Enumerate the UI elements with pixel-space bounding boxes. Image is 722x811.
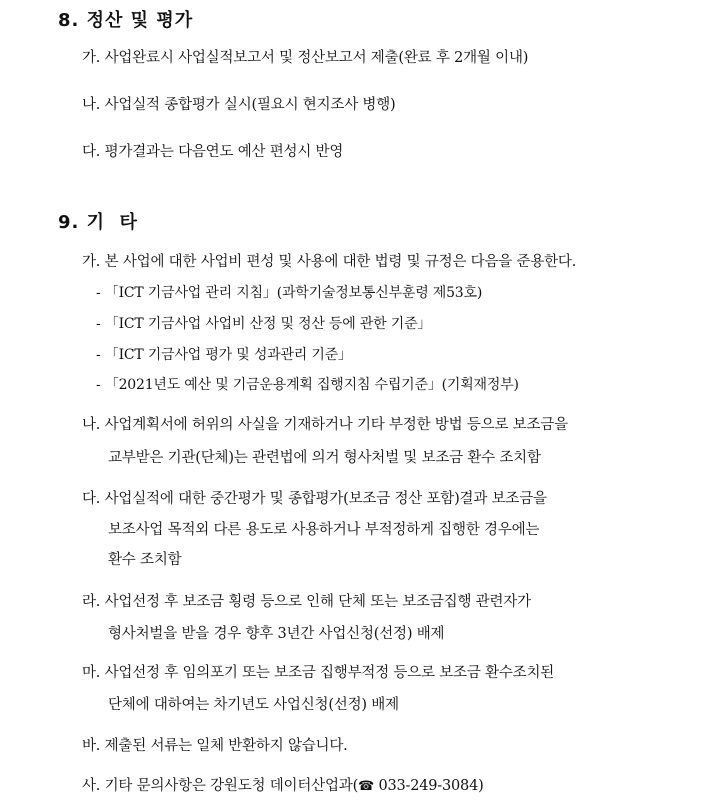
section-9-item-ma-line2: 단체에 대하여는 차기년도 사업신청(선정) 배제 xyxy=(108,697,399,713)
section-9-item-da-line1: 다. 사업실적에 대한 중간평가 및 종합평가(보조금 정산 포함)결과 보조금을 xyxy=(82,491,547,507)
regulation-item: - 「ICT 기금사업 사업비 산정 및 정산 등에 관한 기준」 xyxy=(96,316,432,332)
regulation-item: - 「2021년도 예산 및 기금운용계획 집행지침 수립기준」(기획재정부) xyxy=(96,377,519,393)
section-8-title: 8. 정산 및 평가 xyxy=(58,10,194,31)
section-9-item-da-line2: 보조사업 목적외 다른 용도로 사용하거나 부적정하게 집행한 경우에는 xyxy=(108,522,540,538)
section-9-item-da-line3: 환수 조치함 xyxy=(108,552,182,568)
section-8-item-da: 다. 평가결과는 다음연도 예산 편성시 반영 xyxy=(82,144,344,160)
section-9-item-na-line1: 나. 사업계획서에 허위의 사실을 기재하거나 기타 부정한 방법 등으로 보조금을 xyxy=(82,417,568,433)
regulation-item: - 「ICT 기금사업 평가 및 성과관리 기준」 xyxy=(96,347,352,363)
contact-text: 사. 기타 문의사항은 강원도청 데이터산업과( xyxy=(82,778,359,794)
section-9-item-ra-line1: 라. 사업선정 후 보조금 횡령 등으로 인해 단체 또는 보조금집행 관련자가 xyxy=(82,594,531,610)
section-9-item-ma-line1: 마. 사업선정 후 임의포기 또는 보조금 집행부적정 등으로 보조금 환수조치된 xyxy=(82,665,555,681)
phone-number: 033-249-3084) xyxy=(374,778,484,794)
section-9-item-ra-line2: 형사처벌을 받을 경우 향후 3년간 사업신청(선정) 배제 xyxy=(108,626,445,642)
section-9-item-ga: 가. 본 사업에 대한 사업비 편성 및 사용에 대한 법령 및 규정은 다음을 준용한다. xyxy=(82,254,577,270)
section-9-item-sa xyxy=(82,774,484,795)
section-9-item-ba: 바. 제출된 서류는 일체 반환하지 않습니다. xyxy=(82,738,348,754)
section-8-item-na: 나. 사업실적 종합평가 실시(필요시 현지조사 병행) xyxy=(82,97,396,113)
phone-icon: ☎ xyxy=(358,779,375,794)
regulation-item: - 「ICT 기금사업 관리 지침」(과학기술정보통신부훈령 제53호) xyxy=(96,285,483,301)
section-9-item-na-line2: 교부받은 기관(단체)는 관련법에 의거 형사처벌 및 보조금 환수 조치함 xyxy=(108,450,541,466)
section-8-item-ga: 가. 사업완료시 사업실적보고서 및 정산보고서 제출(완료 후 2개월 이내) xyxy=(82,50,529,66)
section-9-title: 9. 기 타 xyxy=(58,212,138,233)
